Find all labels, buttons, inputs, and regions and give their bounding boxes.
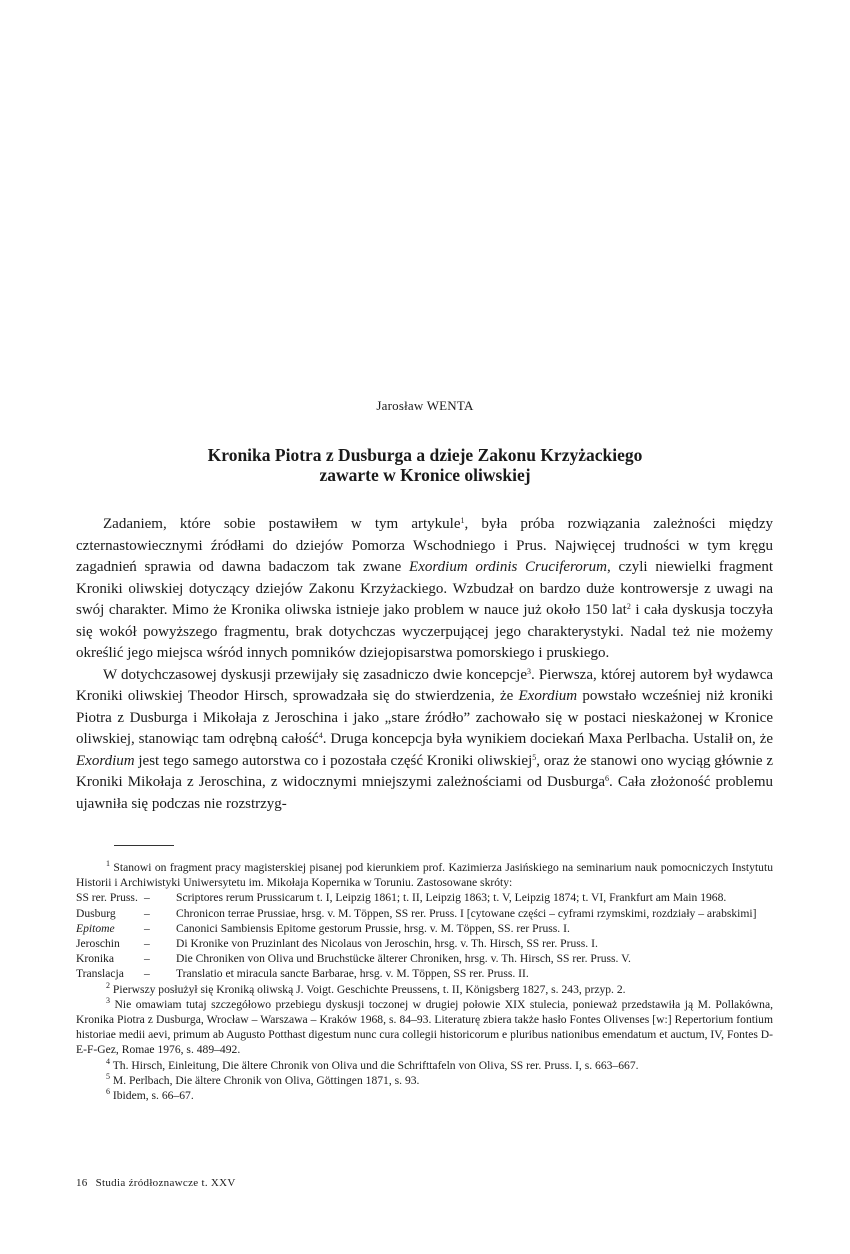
- abbreviation-row: [76, 921, 773, 936]
- title-line-2: zawarte w Kronice oliwskiej: [319, 465, 531, 485]
- page-footer: [76, 1177, 244, 1189]
- abbreviation-value: – Canonici Sambiensis Epitome gestorum Prussie, hrsg. v. M. Töppen, SS. rer Pruss. I.: [144, 921, 570, 935]
- footnote-ref-4[interactable]: 4: [318, 731, 323, 740]
- footnote-ref-6[interactable]: 6: [605, 774, 610, 783]
- abbreviation-value: – Chronicon terrae Prussiae, hrsg. v. M. Töppen, SS rer. Pruss. I [cytowane części – cyframi rzymskimi, rozdziały – arabskimi]: [144, 906, 757, 920]
- footnote-1: $^1$ Stanowi on fragment pracy magisterskiej pisanej pod kierunkiem prof. Kazimierza Jasińskiego na seminarium nauk pomocniczych Instytutu Historii i Archiwistyki Uniwersytetu im. Mikołaja Kopernika w Toruniu. Zastosowane skróty:: [76, 859, 773, 890]
- page-number: 16: [76, 1177, 88, 1189]
- author-name: Jarosław WENTA: [376, 398, 474, 413]
- abbreviation-value: – Translatio et miracula sancte Barbarae, hrsg. v. M. Töppen, SS rer. Pruss. II.: [144, 967, 529, 981]
- paragraph-2: W dotychczasowej dyskusji przewijały się zasadniczo dwie koncepcje$^3$. Pierwsza, której autorem był wydawca Kroniki oliwskiej Theodor Hirsch, sprowadzała się do stwierdzenia, że Exordium powstało wcześniej niż kroniki Piotra z Dusburga i Mikołaja z Jeroschina i jako „stare źródło” zachowało się w postaci nieskażonej w Kronice oliwskiej, stanowiąc tam odrębną całość$^4$. Druga koncepcja była wynikiem dociekań Maxa Perlbacha. Ustalił on, że Exordium jest tego samego autorstwa co i pozostała część Kroniki oliwskiej$^5$, oraz że stanowi ono wyciąg głównie z Kroniki Mikołaja z Jeroschina, z widocznymi mniejszymi zależnościami od Dusburga$^6$. Cała złożoność problemu ujawniła się podczas nie rozstrzyg-: [76, 666, 774, 812]
- paragraph-1: Zadaniem, które sobie postawiłem w tym artykule$^1$, była próba rozwiązania zależności między czternastowiecznymi źródłami do dziejów Pomorza Wschodniego i Prus. Najwięcej trudności w tym kręgu zagadnień sprawia od dawna badaczom tak zwane Exordium ordinis Cruciferorum, czyli niewielki fragment Kroniki oliwskiej dotyczący dziejów Zakonu Krzyżackiego. Wzbudzał on bardzo duże kontrowersje z uwagi na swój charakter. Mimo że Kronika oliwska istnieje jako problem w nauce już około 150 lat$^2$ i cała dyskusja toczyła się wokół powyższego fragmentu, brak dotychczas wyczerpującej jego charakterystyki. Nadal też nie możemy określić jego miejsca wśród innych pomników dziejopisarstwa pomorskiego i pruskiego.: [76, 516, 774, 661]
- abbreviation-value: – Die Chroniken von Oliva und Bruchstücke älterer Chroniken, hrsg. v. Th. Hirsch, SS rer. Pruss. V.: [144, 952, 631, 966]
- footnote-3: $^3$ Nie omawiam tutaj szczegółowo przebiegu dyskusji toczonej w drugiej połowie XIX stulecia, ponieważ przedstawiła ją M. Pollakówna, Kronika Piotra z Dusburga, Wrocław – Warszawa – Kraków 1968, s. 84–93. Literaturę zbiera także hasło Fontes Olivenses [w:] Repertorium fontium historiae medii aevi, primum ab Augusto Potthast digestum nunc cura collegii historicorum e pluribus nationibus emendatum et auctum, IV, Fontes D-E-F-Gez, Romae 1976, s. 489–492.: [76, 995, 773, 1057]
- footnote-ref-1[interactable]: 1: [460, 516, 465, 525]
- abbreviation-key: Translacja: [76, 967, 124, 981]
- abbreviation-row: [76, 890, 773, 905]
- footnote-ref-5[interactable]: 5: [532, 752, 537, 762]
- abbreviation-key: Jeroschin: [76, 937, 120, 951]
- footnotes: [76, 860, 773, 1103]
- article-title: [100, 445, 750, 485]
- abbreviation-row: [76, 936, 773, 951]
- article-body: [76, 514, 773, 815]
- footnote-6: $^6$ Ibidem, s. 66–67.: [106, 1087, 194, 1103]
- footnote-5: $^5$ M. Perlbach, Die ältere Chronik von Oliva, Göttingen 1871, s. 93.: [106, 1071, 420, 1087]
- journal-name: Studia źródłoznawcze t. XXV: [95, 1177, 236, 1189]
- footnote-ref-2[interactable]: 2: [626, 602, 631, 611]
- abbreviation-key: Dusburg: [76, 906, 116, 920]
- abbreviation-key: Epitome: [76, 921, 115, 935]
- abbreviation-key: SS rer. Pruss.: [76, 891, 138, 905]
- footnote-divider: [114, 845, 174, 846]
- abbreviation-value: – Di Kronike von Pruzinlant des Nicolaus von Jeroschin, hrsg. v. Th. Hirsch, SS rer. Pruss. I.: [144, 937, 598, 951]
- footnote-ref-3[interactable]: 3: [527, 666, 531, 676]
- abbreviation-row: [76, 951, 773, 966]
- footnote-4: $^4$ Th. Hirsch, Einleitung, Die ältere Chronik von Oliva und die Schrifttafeln von Oliva, SS rer. Pruss. I, s. 663–667.: [106, 1056, 639, 1072]
- abbreviation-value: – Scriptores rerum Prussicarum t. I, Leipzig 1861; t. II, Leipzig 1863; t. V, Leipzig 1874; t. VI, Frankfurt am Main 1968.: [144, 891, 727, 905]
- abbreviation-row: [76, 966, 773, 981]
- abbreviation-row: [76, 906, 773, 921]
- title-line-1: Kronika Piotra z Dusburga a dzieje Zakonu Krzyżackiego: [207, 445, 643, 465]
- abbreviation-key: Kronika: [76, 952, 114, 966]
- footnote-2: $^2$ Pierwszy posłużył się Kroniką oliwską J. Voigt. Geschichte Preussens, t. II, Königsberg 1827, s. 243, przyp. 2.: [106, 980, 626, 996]
